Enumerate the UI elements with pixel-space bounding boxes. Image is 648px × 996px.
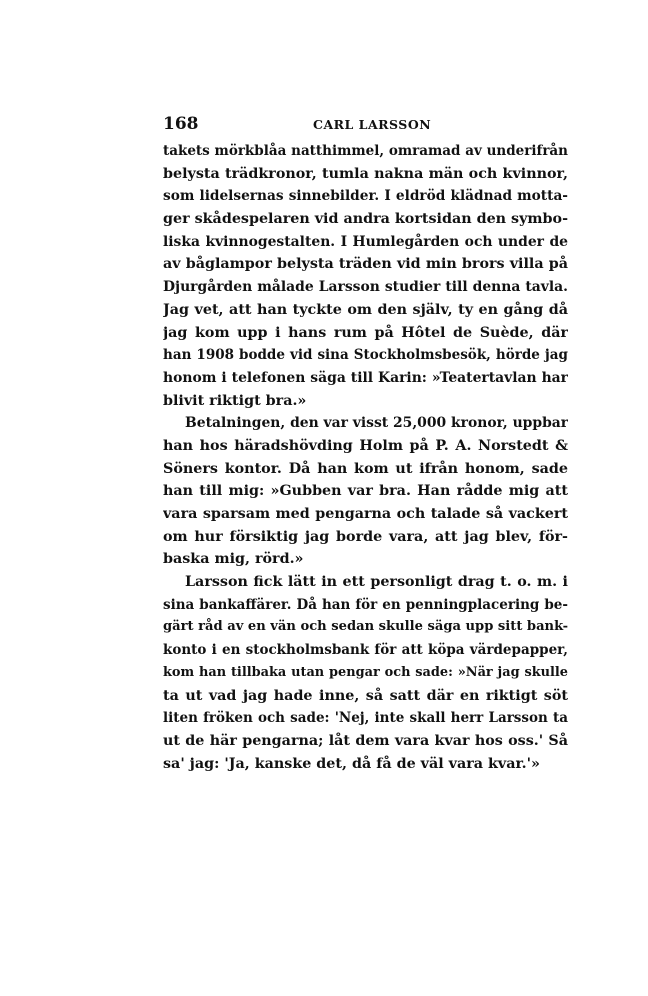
text-line: liten fröken och sade: 'Nej, inte skall herr Larsson ta — [163, 710, 568, 727]
text-line: Jag vet, att han tyckte om den själv, ty en gång då — [163, 301, 568, 318]
text-line: takets mörkblåa natthimmel, omramad av underifrån — [163, 143, 568, 159]
text-line: sina bankaffärer. Då han för en penningplacering be- — [163, 596, 568, 613]
text-line: han hos häradshövding Holm på P. A. Norstedt & — [163, 437, 568, 454]
paragraph-first-line: Betalningen, den var visst 25,000 kronor, uppbar — [185, 415, 568, 432]
text-line: konto i en stockholmsbank för att köpa värdepapper, — [163, 642, 568, 659]
text-line: om hur försiktig jag borde vara, att jag blev, för- — [163, 528, 568, 545]
text-line: Djurgården målade Larsson studier till denna tavla. — [163, 279, 568, 296]
text-line: kom han tillbaka utan pengar och sade: »När jag skulle — [163, 664, 568, 680]
running-title: CARL LARSSON — [313, 117, 432, 132]
text-line: han till mig: »Gubben var bra. Han rådde mig att — [163, 483, 568, 500]
body-text — [163, 140, 568, 775]
text-line: han 1908 bodde vid sina Stockholmsbesök, hörde jag — [163, 347, 568, 364]
paragraph-first-line: Larsson fick lätt in ett personligt drag t. o. m. i — [185, 574, 568, 591]
text-line: liska kvinnogestalten. I Humlegården och under de — [163, 233, 568, 250]
text-line: ger skådespelaren vid andra kortsidan den symbo- — [163, 211, 568, 228]
text-line: Söners kontor. Då han kom ut ifrån honom, sade — [163, 460, 568, 477]
text-line: honom i telefonen säga till Karin: »Teatertavlan har — [163, 369, 568, 386]
page-header — [163, 114, 568, 134]
text-line: ut de här pengarna; låt dem vara kvar hos oss.' Så — [163, 732, 568, 749]
text-line: sa' jag: 'Ja, kanske det, då få de väl vara kvar.'» — [163, 755, 540, 772]
text-line: baska mig, rörd.» — [163, 551, 304, 568]
text-line: gärt råd av en vän och sedan skulle säga upp sitt bank- — [163, 619, 568, 635]
text-line: ta ut vad jag hade inne, så satt där en riktigt söt — [163, 687, 568, 704]
page-number: 168 — [163, 114, 199, 134]
text-line: som lidelsernas sinnebilder. I eldröd klädnad motta- — [163, 188, 568, 205]
text-line: blivit riktigt bra.» — [163, 392, 307, 409]
text-line: jag kom upp i hans rum på Hôtel de Suède, där — [163, 324, 568, 341]
text-line: belysta trädkronor, tumla nakna män och kvinnor, — [163, 165, 568, 182]
text-line: vara sparsam med pengarna och talade så vackert — [163, 506, 568, 522]
text-line: av båglampor belysta träden vid min brors villa på — [163, 256, 568, 273]
